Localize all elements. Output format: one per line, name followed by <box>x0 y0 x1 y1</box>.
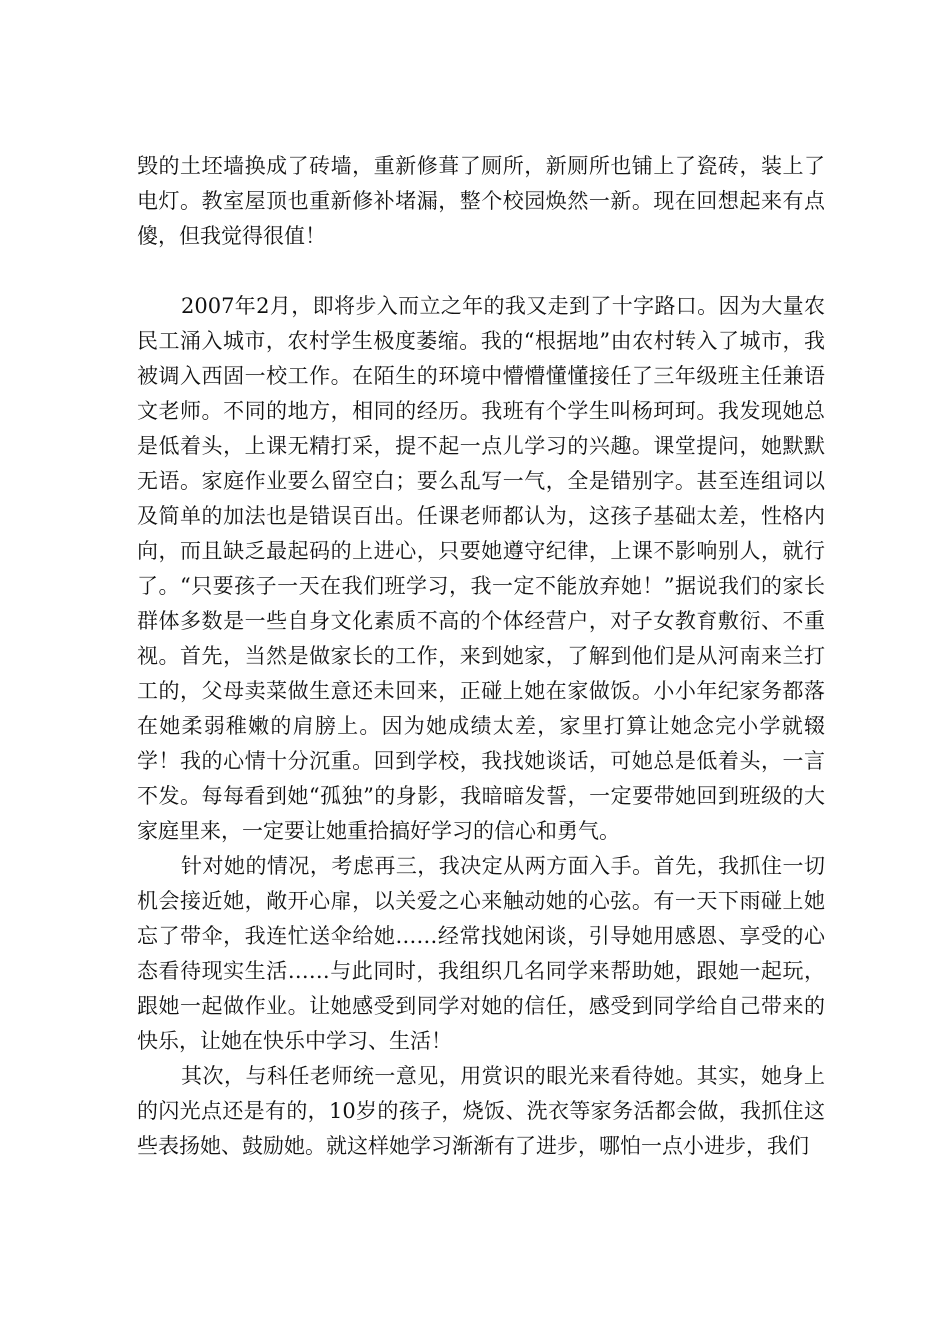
paragraph-secondly: 其次，与科任老师统一意见，用赏识的眼光来看待她。其实，她身上的闪光点还是有的，10岁的孩子，烧饭、洗衣等家务活都会做，我抓住这些表扬她、鼓励她。就这样她学习渐渐有了进步，哪怕一点小进步，我们 <box>137 1064 825 1158</box>
paragraph-2007: 2007年2月，即将步入而立之年的我又走到了十字路口。因为大量农民工涌入城市，农村学生极度萎缩。我的“根据地”由农村转入了城市，我被调入西固一校工作。在陌生的环境中懵懵懂懂接任了三年级班主任兼语文老师。不同的地方，相同的经历。我班有个学生叫杨珂珂。我发现她总是低着头，上课无精打采，提不起一点儿学习的兴趣。课堂提问，她默默无语。家庭作业要么留空白；要么乱写一气，全是错别字。甚至连组词以及简单的加法也是错误百出。任课老师都认为，这孩子基础太差，性格内向，而且缺乏最起码的上进心，只要她遵守纪律，上课不影响别人，就行了。“只要孩子一天在我们班学习，我一定不能放弃她！”据说我们的家长群体多数是一些自身文化素质不高的个体经营户，对子女教育敷衍、不重视。首先，当然是做家长的工作，来到她家，了解到他们是从河南来兰打工的，父母卖菜做生意还未回来，正碰上她在家做饭。小小年纪家务都落在她柔弱稚嫩的肩膀上。因为她成绩太差，家里打算让她念完小学就辍学！我的心情十分沉重。回到学校，我找她谈话，可她总是低着头，一言不发。每每看到她“孤独”的身影，我暗暗发誓，一定要带她回到班级的大家庭里来，一定要让她重拾搞好学习的信心和勇气。 <box>137 294 825 843</box>
text-block-main <box>137 289 825 1164</box>
paragraph-approach: 针对她的情况，考虑再三，我决定从两方面入手。首先，我抓住一切机会接近她，敞开心扉，以关爱之心来触动她的心弦。有一天下雨碰上她忘了带伞，我连忙送伞给她……经常找她闲谈，引导她用感恩、享受的心态看待现实生活……与此同时，我组织几名同学来帮助她，跟她一起玩，跟她一起做作业。让她感受到同学对她的信任，感受到同学给自己带来的快乐，让她在快乐中学习、生活！ <box>137 854 825 1053</box>
paragraph-continuation: 毁的土坯墙换成了砖墙，重新修葺了厕所，新厕所也铺上了瓷砖，装上了电灯。教室屋顶也重新修补堵漏，整个校园焕然一新。现在回想起来有点傻，但我觉得很值！ <box>137 154 825 248</box>
text-block-top <box>137 149 825 254</box>
